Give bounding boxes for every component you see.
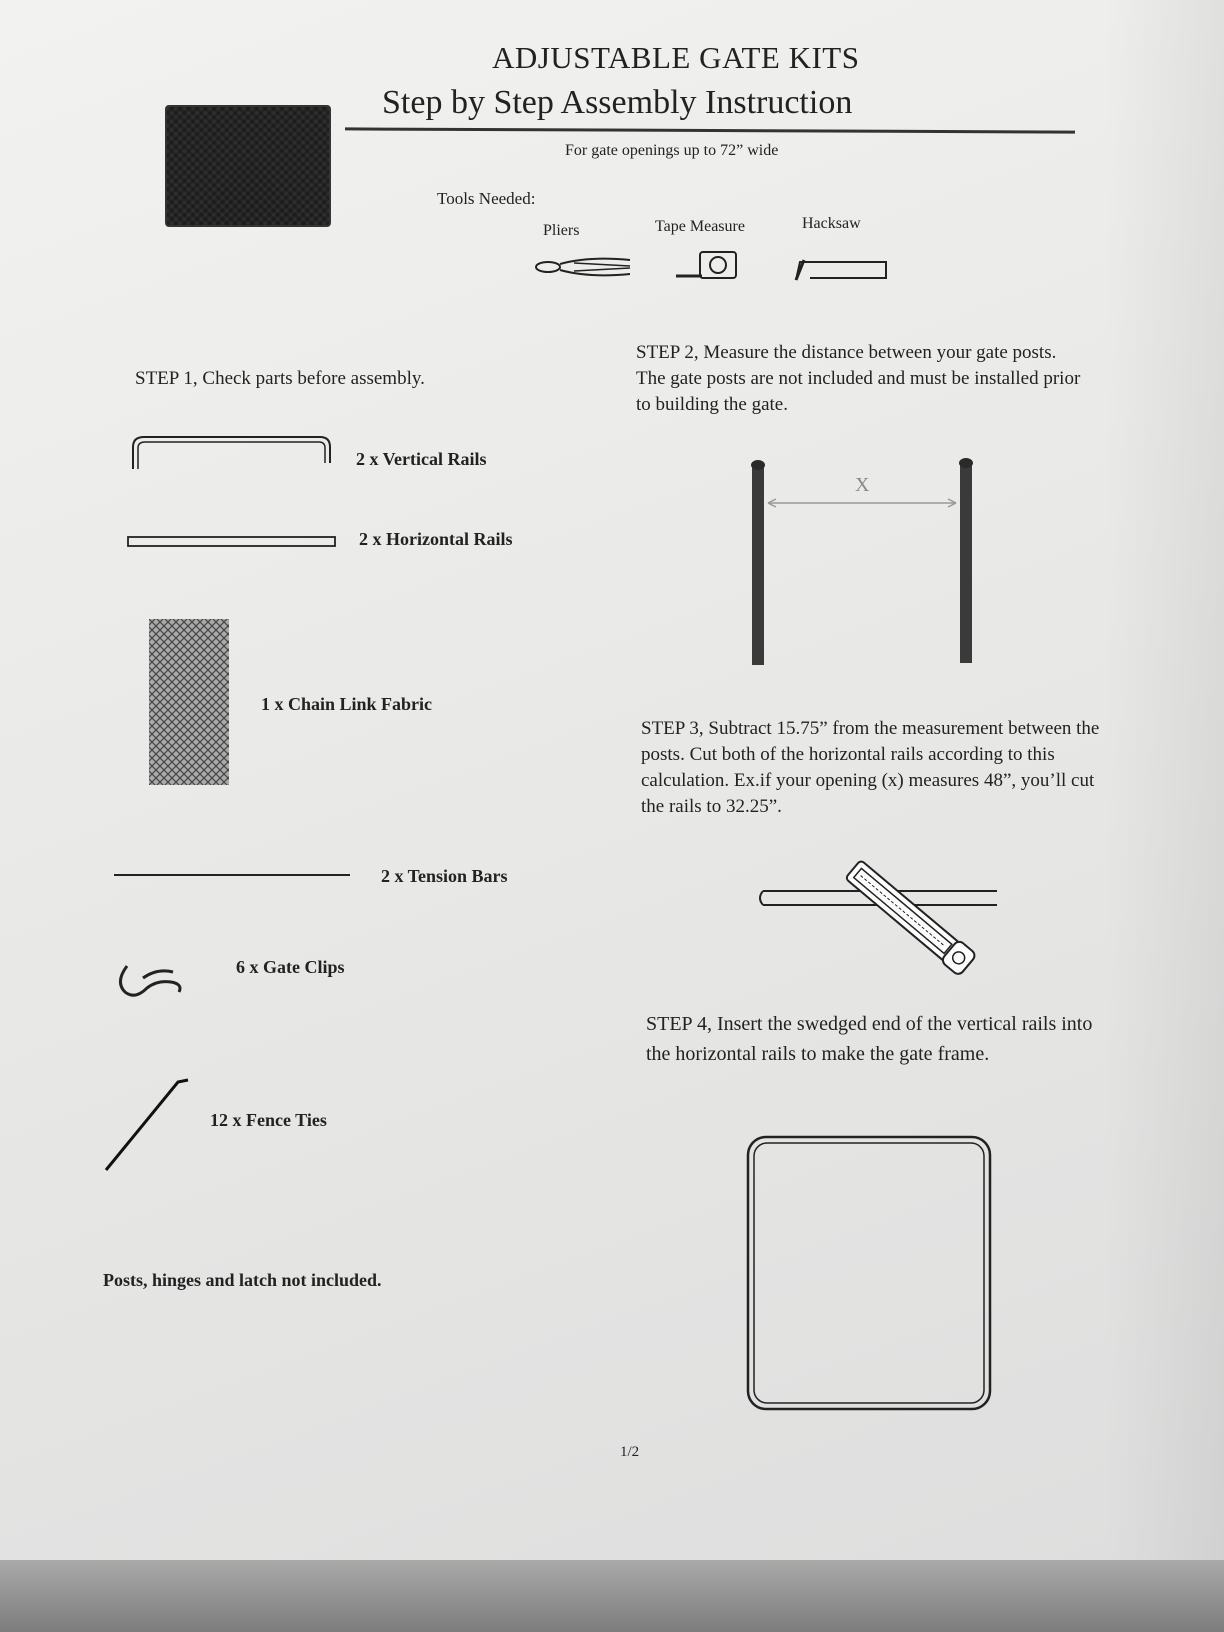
part-label-chain-link-fabric: 1 x Chain Link Fabric [261,694,433,714]
horizontal-rail-drawing [127,535,337,549]
tool-label-hacksaw: Hacksaw [802,215,861,232]
step-3-text: STEP 3, Subtract 15.75” from the measurement between the posts. Cut both of the horizontal rails according to this calculation. Ex.if your opening (x) measures 48”, you’ll cut the rails to 32.25”. [641,718,1100,817]
fence-tie-drawing [102,1074,192,1174]
part-label-horizontal-rails: 2 x Horizontal Rails [359,529,513,549]
step-4-text: STEP 4, Insert the swedged end of the vertical rails into the horizontal rails to make the gate frame. [646,1013,1093,1065]
part-label-gate-clips: 6 x Gate Clips [236,957,345,977]
document-subtitle: Step by Step Assembly Instruction [382,84,853,121]
tool-label-tape-measure: Tape Measure [655,218,745,235]
gate-frame-diagram [745,1134,995,1414]
opening-note: For gate openings up to 72” wide [565,142,779,159]
page-number: 1/2 [620,1444,640,1460]
table-surface [0,1560,1224,1632]
chain-link-fabric-drawing [148,618,232,788]
gate-photo [165,105,331,227]
tension-bar-drawing [114,872,354,878]
measure-x-label: X [855,474,870,496]
step-1-text: STEP 1, Check parts before assembly. [135,368,425,389]
vertical-rail-drawing [130,433,340,473]
pliers-icon [534,252,634,282]
tool-label-pliers: Pliers [543,222,580,239]
not-included-note: Posts, hinges and latch not included. [103,1270,382,1290]
title-underline [345,127,1075,133]
document-title: ADJUSTABLE GATE KITS [492,40,860,75]
hacksaw-icon [792,256,888,282]
part-label-tension-bars: 2 x Tension Bars [381,866,508,886]
step-2-text: STEP 2, Measure the distance between your gate posts. The gate posts are not included and must be installed prior to building the gate. [636,342,1081,415]
hacksaw-cutting-diagram [757,855,1007,975]
paper-fold-shading [1104,0,1224,1560]
tools-needed-label: Tools Needed: [437,189,536,208]
part-label-vertical-rails: 2 x Vertical Rails [356,449,487,469]
gate-clip-drawing [113,960,189,1000]
part-label-fence-ties: 12 x Fence Ties [210,1110,327,1130]
tape-measure-icon [676,246,746,282]
